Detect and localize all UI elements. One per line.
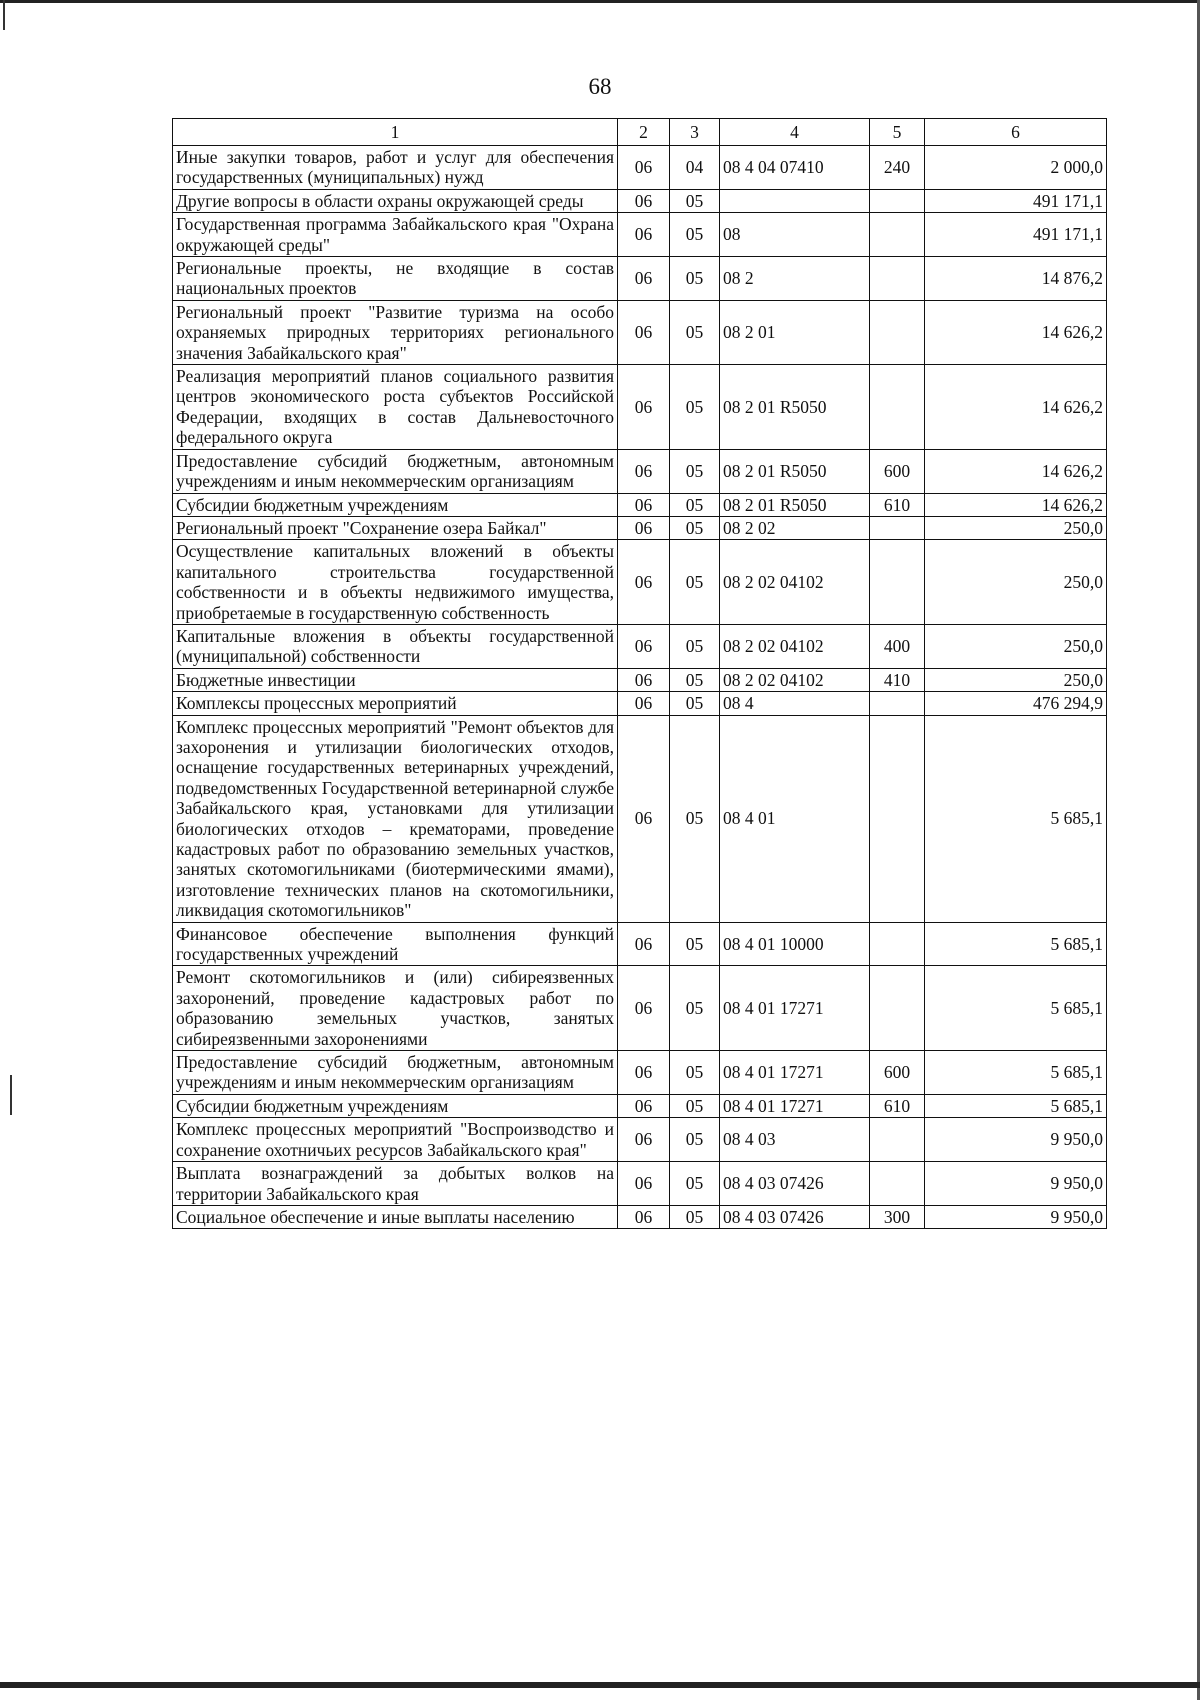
- table-row: [173, 365, 1107, 450]
- row-section-cell: 06: [618, 1205, 670, 1228]
- table-row: [173, 516, 1107, 539]
- table-row: [173, 624, 1107, 668]
- table-row: [173, 493, 1107, 516]
- row-name-cell: Предоставление субсидий бюджетным, автономным учреждениям и иным некоммерческим организациям: [173, 449, 618, 493]
- row-subsection-cell: 05: [670, 922, 720, 966]
- table-row: [173, 257, 1107, 301]
- row-amount-cell: 250,0: [925, 668, 1107, 691]
- row-subsection-cell: 05: [670, 540, 720, 625]
- row-subsection-cell: 05: [670, 1094, 720, 1117]
- row-section-cell: 06: [618, 1118, 670, 1162]
- row-amount-cell: 5 685,1: [925, 715, 1107, 922]
- row-name-cell: Государственная программа Забайкальского края "Охрана окружающей среды": [173, 213, 618, 257]
- row-amount-cell: 476 294,9: [925, 692, 1107, 715]
- row-section-cell: 06: [618, 668, 670, 691]
- row-subsection-cell: 05: [670, 493, 720, 516]
- row-expense-type-cell: [870, 1118, 925, 1162]
- row-section-cell: 06: [618, 300, 670, 364]
- row-amount-cell: 9 950,0: [925, 1205, 1107, 1228]
- row-name-cell: Региональный проект "Сохранение озера Байкал": [173, 516, 618, 539]
- row-target-article-cell: 08 2 02 04102: [720, 624, 870, 668]
- row-expense-type-cell: [870, 540, 925, 625]
- row-section-cell: 06: [618, 922, 670, 966]
- row-expense-type-cell: [870, 715, 925, 922]
- table-row: [173, 668, 1107, 691]
- row-target-article-cell: 08 4 03: [720, 1118, 870, 1162]
- header-cell: 3: [670, 119, 720, 146]
- row-amount-cell: 250,0: [925, 516, 1107, 539]
- table-row: [173, 300, 1107, 364]
- row-subsection-cell: 05: [670, 189, 720, 212]
- row-subsection-cell: 05: [670, 624, 720, 668]
- row-name-cell: Субсидии бюджетным учреждениям: [173, 493, 618, 516]
- row-section-cell: 06: [618, 146, 670, 190]
- row-expense-type-cell: [870, 365, 925, 450]
- row-expense-type-cell: [870, 692, 925, 715]
- row-target-article-cell: 08 2 01: [720, 300, 870, 364]
- row-subsection-cell: 05: [670, 692, 720, 715]
- row-name-cell: Осуществление капитальных вложений в объекты капитального строительства государственной собственности и в объекты недвижимого имущества, приобретаемые в государственную собственность: [173, 540, 618, 625]
- row-subsection-cell: 05: [670, 213, 720, 257]
- row-name-cell: Другие вопросы в области охраны окружающей среды: [173, 189, 618, 212]
- row-amount-cell: 250,0: [925, 540, 1107, 625]
- row-subsection-cell: 05: [670, 1118, 720, 1162]
- row-name-cell: Финансовое обеспечение выполнения функций государственных учреждений: [173, 922, 618, 966]
- row-amount-cell: 14 876,2: [925, 257, 1107, 301]
- row-section-cell: 06: [618, 449, 670, 493]
- row-subsection-cell: 05: [670, 516, 720, 539]
- row-target-article-cell: 08 2 01 R5050: [720, 493, 870, 516]
- row-target-article-cell: 08 2 02 04102: [720, 668, 870, 691]
- table-row: [173, 692, 1107, 715]
- row-target-article-cell: 08 2 01 R5050: [720, 365, 870, 450]
- row-expense-type-cell: 600: [870, 449, 925, 493]
- row-section-cell: 06: [618, 213, 670, 257]
- row-amount-cell: 9 950,0: [925, 1118, 1107, 1162]
- table-row: [173, 922, 1107, 966]
- row-section-cell: 06: [618, 189, 670, 212]
- table-row: [173, 1162, 1107, 1206]
- row-name-cell: Комплексы процессных мероприятий: [173, 692, 618, 715]
- row-section-cell: 06: [618, 257, 670, 301]
- table-row: [173, 449, 1107, 493]
- row-amount-cell: 9 950,0: [925, 1162, 1107, 1206]
- header-cell: 1: [173, 119, 618, 146]
- row-target-article-cell: 08 4 01: [720, 715, 870, 922]
- row-name-cell: Предоставление субсидий бюджетным, автономным учреждениям и иным некоммерческим организациям: [173, 1051, 618, 1095]
- row-subsection-cell: 04: [670, 146, 720, 190]
- row-section-cell: 06: [618, 692, 670, 715]
- row-expense-type-cell: [870, 966, 925, 1051]
- row-section-cell: 06: [618, 1162, 670, 1206]
- table-row: [173, 1051, 1107, 1095]
- row-expense-type-cell: [870, 213, 925, 257]
- row-target-article-cell: 08 2 02 04102: [720, 540, 870, 625]
- row-expense-type-cell: [870, 1162, 925, 1206]
- row-target-article-cell: 08 4: [720, 692, 870, 715]
- row-name-cell: Субсидии бюджетным учреждениям: [173, 1094, 618, 1117]
- header-cell: 4: [720, 119, 870, 146]
- page-number: 68: [588, 74, 612, 99]
- row-expense-type-cell: 410: [870, 668, 925, 691]
- row-target-article-cell: [720, 189, 870, 212]
- row-subsection-cell: 05: [670, 715, 720, 922]
- row-target-article-cell: 08 4 01 17271: [720, 1051, 870, 1095]
- row-amount-cell: 250,0: [925, 624, 1107, 668]
- row-amount-cell: 14 626,2: [925, 365, 1107, 450]
- row-amount-cell: 491 171,1: [925, 213, 1107, 257]
- row-subsection-cell: 05: [670, 449, 720, 493]
- table-header-row: [173, 119, 1107, 146]
- row-subsection-cell: 05: [670, 257, 720, 301]
- budget-table: [172, 118, 1107, 1229]
- row-expense-type-cell: [870, 922, 925, 966]
- table-row: [173, 715, 1107, 922]
- row-target-article-cell: 08 4 01 10000: [720, 922, 870, 966]
- row-expense-type-cell: [870, 300, 925, 364]
- row-amount-cell: 491 171,1: [925, 189, 1107, 212]
- row-subsection-cell: 05: [670, 668, 720, 691]
- row-name-cell: Социальное обеспечение и иные выплаты населению: [173, 1205, 618, 1228]
- row-expense-type-cell: [870, 257, 925, 301]
- row-name-cell: Бюджетные инвестиции: [173, 668, 618, 691]
- row-section-cell: 06: [618, 1051, 670, 1095]
- table-row: [173, 213, 1107, 257]
- row-subsection-cell: 05: [670, 1162, 720, 1206]
- row-expense-type-cell: 610: [870, 1094, 925, 1117]
- row-target-article-cell: 08 2 01 R5050: [720, 449, 870, 493]
- row-amount-cell: 5 685,1: [925, 922, 1107, 966]
- table-row: [173, 1118, 1107, 1162]
- table-row: [173, 540, 1107, 625]
- row-name-cell: Реализация мероприятий планов социального развития центров экономического роста субъектов Российской Федерации, входящих в состав Дальневосточного федерального округа: [173, 365, 618, 450]
- row-amount-cell: 14 626,2: [925, 493, 1107, 516]
- scan-mark: [10, 1075, 12, 1115]
- row-amount-cell: 14 626,2: [925, 449, 1107, 493]
- row-expense-type-cell: 240: [870, 146, 925, 190]
- row-target-article-cell: 08 4 03 07426: [720, 1162, 870, 1206]
- row-amount-cell: 14 626,2: [925, 300, 1107, 364]
- scan-edge-top: [0, 0, 1200, 3]
- row-name-cell: Региональный проект "Развитие туризма на особо охраняемых природных территориях регионального значения Забайкальского края": [173, 300, 618, 364]
- row-section-cell: 06: [618, 624, 670, 668]
- table-body: [173, 119, 1107, 1229]
- table-row: [173, 189, 1107, 212]
- row-section-cell: 06: [618, 715, 670, 922]
- row-section-cell: 06: [618, 493, 670, 516]
- row-amount-cell: 5 685,1: [925, 966, 1107, 1051]
- table-row: [173, 1205, 1107, 1228]
- row-target-article-cell: 08 2: [720, 257, 870, 301]
- scan-edge-bottom: [0, 1682, 1200, 1688]
- row-subsection-cell: 05: [670, 300, 720, 364]
- row-section-cell: 06: [618, 540, 670, 625]
- header-cell: 6: [925, 119, 1107, 146]
- row-name-cell: Комплекс процессных мероприятий "Ремонт объектов для захоронения и утилизации биологических отходов, оснащение государственных ветеринарных учреждений, подведомственных Государственной ветеринарной службе Забайкальского края, установками для утилизации биологических отходов – крематорами, проведение кадастровых работ по образованию земельных участков, занятых скотомогильниками (биотермическими ямами), изготовление технических планов на скотомогильники, ликвидация скотомогильников": [173, 715, 618, 922]
- row-expense-type-cell: 300: [870, 1205, 925, 1228]
- scan-mark: [3, 0, 5, 30]
- header-cell: 2: [618, 119, 670, 146]
- row-expense-type-cell: 400: [870, 624, 925, 668]
- header-cell: 5: [870, 119, 925, 146]
- row-section-cell: 06: [618, 516, 670, 539]
- row-target-article-cell: 08 4 04 07410: [720, 146, 870, 190]
- row-section-cell: 06: [618, 1094, 670, 1117]
- row-name-cell: Ремонт скотомогильников и (или) сибиреязвенных захоронений, проведение кадастровых работ по образованию земельных участков, занятых сибиреязвенными захоронениями: [173, 966, 618, 1051]
- row-subsection-cell: 05: [670, 1051, 720, 1095]
- row-name-cell: Выплата вознаграждений за добытых волков на территории Забайкальского края: [173, 1162, 618, 1206]
- row-expense-type-cell: 600: [870, 1051, 925, 1095]
- row-amount-cell: 5 685,1: [925, 1094, 1107, 1117]
- row-target-article-cell: 08: [720, 213, 870, 257]
- row-target-article-cell: 08 4 01 17271: [720, 966, 870, 1051]
- row-subsection-cell: 05: [670, 966, 720, 1051]
- row-target-article-cell: 08 4 01 17271: [720, 1094, 870, 1117]
- row-target-article-cell: 08 4 03 07426: [720, 1205, 870, 1228]
- row-name-cell: Комплекс процессных мероприятий "Воспроизводство и сохранение охотничьих ресурсов Забайкальского края": [173, 1118, 618, 1162]
- row-amount-cell: 5 685,1: [925, 1051, 1107, 1095]
- table-row: [173, 966, 1107, 1051]
- row-amount-cell: 2 000,0: [925, 146, 1107, 190]
- row-expense-type-cell: 610: [870, 493, 925, 516]
- row-expense-type-cell: [870, 516, 925, 539]
- row-name-cell: Региональные проекты, не входящие в состав национальных проектов: [173, 257, 618, 301]
- row-name-cell: Капитальные вложения в объекты государственной (муниципальной) собственности: [173, 624, 618, 668]
- row-name-cell: Иные закупки товаров, работ и услуг для обеспечения государственных (муниципальных) нужд: [173, 146, 618, 190]
- row-section-cell: 06: [618, 966, 670, 1051]
- table-row: [173, 146, 1107, 190]
- row-subsection-cell: 05: [670, 365, 720, 450]
- row-target-article-cell: 08 2 02: [720, 516, 870, 539]
- row-expense-type-cell: [870, 189, 925, 212]
- row-section-cell: 06: [618, 365, 670, 450]
- row-subsection-cell: 05: [670, 1205, 720, 1228]
- table-row: [173, 1094, 1107, 1117]
